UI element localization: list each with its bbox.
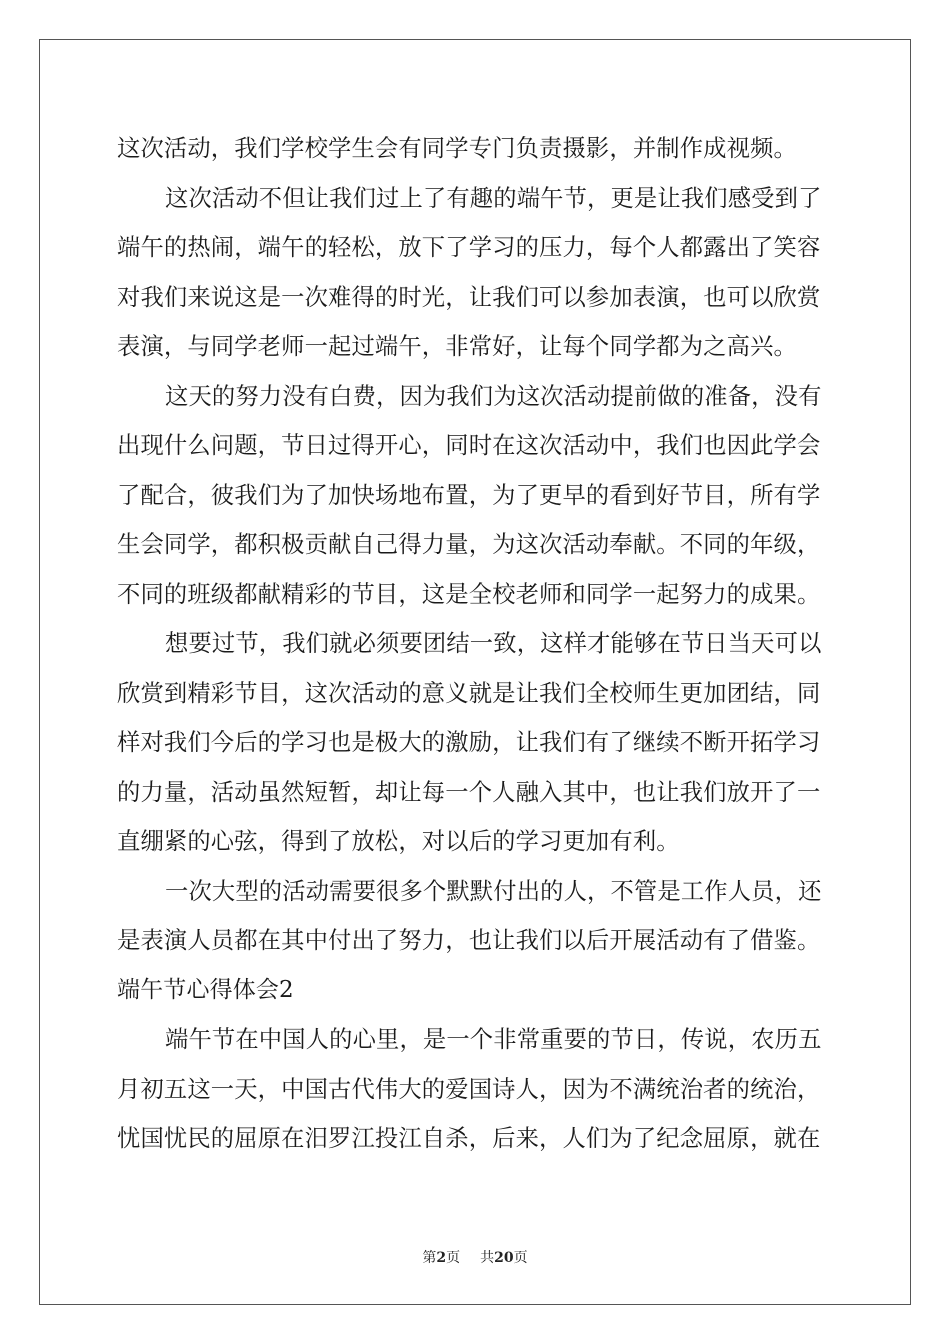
text-line: 端午的热闹，端午的轻松，放下了学习的压力，每个人都露出了笑容 — [117, 234, 821, 261]
page-number: 2 — [436, 1250, 447, 1266]
page-prefix: 第 — [422, 1250, 437, 1266]
section-heading: 端午节心得体会2 — [117, 976, 294, 1003]
text-line: 月初五这一天，中国古代伟大的爱国诗人，因为不满统治者的统治， — [117, 1075, 821, 1103]
text-line: 出现什么问题，节日过得开心，同时在这次活动中，我们也因此学会 — [117, 432, 821, 459]
text-line: 直绷紧的心弦，得到了放松，对以后的学习更加有利。 — [117, 828, 680, 855]
total-suffix: 页 — [513, 1250, 528, 1266]
text-line: 忧国忧民的屈原在汨罗江投江自杀，后来，人们为了纪念屈原，就在 — [117, 1125, 821, 1152]
text-line: 的力量，活动虽然短暂，却让每一个人融入其中，也让我们放开了一 — [117, 778, 821, 806]
text-line: 这次活动不但让我们过上了有趣的端午节，更是让我们感受到了 — [165, 184, 822, 212]
document-body — [117, 124, 833, 1164]
text-line: 对我们来说这是一次难得的时光，让我们可以参加表演，也可以欣赏 — [117, 283, 821, 311]
total-prefix: 共 — [480, 1250, 495, 1266]
page-suffix: 页 — [446, 1250, 461, 1266]
text-line: 一次大型的活动需要很多个默默付出的人，不管是工作人员，还 — [165, 877, 822, 905]
text-line: 样对我们今后的学习也是极大的激励，让我们有了继续不断开拓学习 — [117, 729, 821, 756]
total-pages: 20 — [494, 1250, 514, 1266]
text-line: 这次活动，我们学校学生会有同学专门负责摄影，并制作成视频。 — [117, 135, 797, 162]
page-footer — [0, 1247, 950, 1267]
text-line: 了配合，彼我们为了加快场地布置，为了更早的看到好节目，所有学 — [117, 481, 821, 509]
text-line: 不同的班级都献精彩的节目，这是全校老师和同学一起努力的成果。 — [117, 580, 821, 608]
text-line: 欣赏到精彩节目，这次活动的意义就是让我们全校师生更加团结，同 — [117, 679, 821, 707]
text-line: 想要过节，我们就必须要团结一致，这样才能够在节日当天可以 — [165, 630, 822, 657]
text-line: 是表演人员都在其中付出了努力，也让我们以后开展活动有了借鉴。 — [117, 927, 821, 954]
text-line: 表演，与同学老师一起过端午，非常好，让每个同学都为之高兴。 — [117, 333, 797, 360]
text-line: 端午节在中国人的心里，是一个非常重要的节日，传说，农历五 — [165, 1026, 822, 1053]
text-line: 生会同学，都积极贡献自己得力量，为这次活动奉献。不同的年级， — [117, 531, 821, 558]
text-line: 这天的努力没有白费，因为我们为这次活动提前做的准备，没有 — [165, 382, 822, 410]
